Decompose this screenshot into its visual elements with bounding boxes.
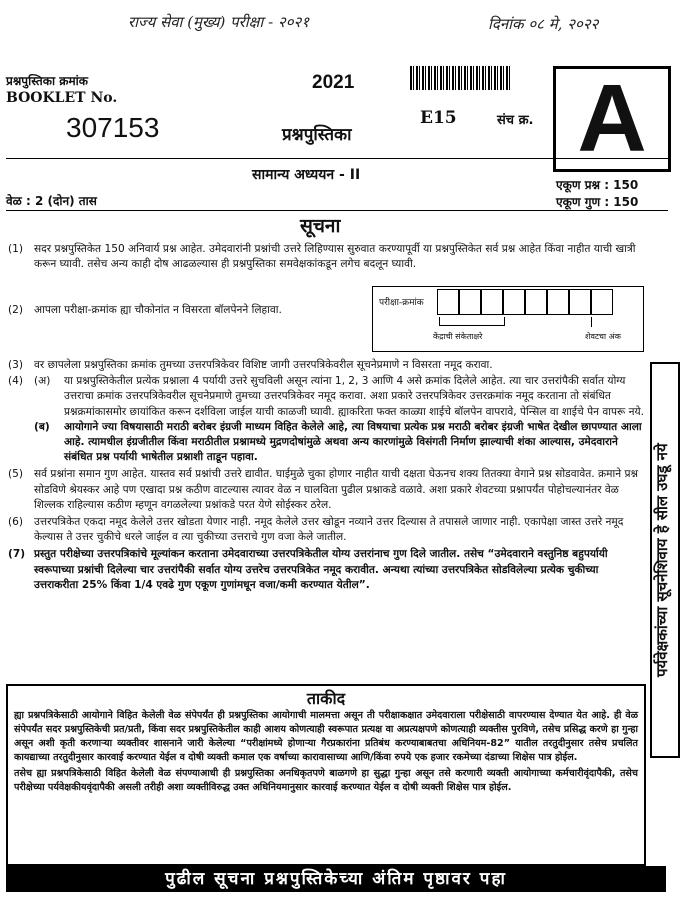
roll-number-label: परीक्षा-क्रमांक [379, 298, 424, 308]
booklet-number: 307153 [66, 112, 160, 143]
instruction-1: (1) सदर प्रश्नपुस्तिकेत 150 अनिवार्य प्रश्न आहेत. उमेदवारांनी प्रश्नांची उत्तरे लिहिण्यास सुरुवात करण्यापूर्वी या प्रश्नपुस्तिकेत सर्व प्रश्न आहेत किंवा नाहीत याची खात्री करून घ्यावी. तसेच अन्य काही दोष आढळल्यास ही प्रश्नपुस्तिका समवेक्षकांकडून लगेच बदलून घ्यावी. [8, 243, 636, 271]
instructions-title: सूचना [300, 215, 341, 237]
instruction-3: (3) वर छापलेला प्रश्नपुस्तिका क्रमांक तुमच्या उत्तरपत्रिकेवर विशिष्ट जागी उत्तरपत्रिकेवरील सूचनेप्रमाणे न विसरता नमूद करावा. [8, 359, 493, 371]
roll-cell[interactable] [459, 289, 481, 315]
instruction-5: (5) सर्व प्रश्नांना समान गुण आहेत. यास्तव सर्व प्रश्नांची उत्तरे द्यावीत. घाईमुळे चुका होणार नाहीत याची दक्षता घेऊनच शक्य तितक्या वेगाने प्रश्न सोडवावेत. क्रमाने प्रश्न सोडविणे श्रेयस्कर आहे पण एखादा प्रश्न कठीण वाटल्यास त्यावर वेळ न घालविता पुढील प्रश्नाकडे वळावे. अशा प्रकारे शेवटच्या प्रश्नापर्यंत पोहोचल्यानंतर वेळ शिल्लक राहिल्यास कठीण म्हणून वगळलेल्या प्रश्नांकडे परत येणे सोईस्कर ठरेल. [8, 468, 639, 511]
warning-title: ताकीद [306, 689, 346, 708]
total-questions: एकूण प्रश्न : 150 [556, 178, 639, 192]
warning-para-1: ह्या प्रश्नपत्रिकेसाठी आयोगाने विहित केलेली वेळ संपेपर्यंत ही प्रश्नपुस्तिका आयोगाची मालमत्ता असून ती परीक्षाकक्षात उमेदवाराला परीक्षेसाठी वापरण्यास देण्यात येत आहे. ही वेळ संपेपर्यंत सदर प्रश्नपुस्तिकेची प्रत/प्रती, किंवा सदर प्रश्नपुस्तिकेतील काही आशय कोणत्याही स्वरूपात प्रत्यक्ष वा अप्रत्यक्षपणे कोणत्याही व्यक्तीस पुरविणे, तसेच प्रसिद्ध करणे हा गुन्हा असून अशी कृती करणाऱ्या व्यक्तीवर शासनाने जारी केलेल्या “परीक्षांमध्ये होणाऱ्या गैरप्रकारांना प्रतिबंध करण्याबाबतचा अधिनियम-82” यातील तरतुदीनुसार तसेच प्रचलित कायद्याच्या तरतुदीनुसार कारवाई करण्यात येईल व दोषी व्यक्ती कमाल एक वर्षाच्या कारावासाच्या आणि/किंवा रुपये एक हजार रकमेच्या दंडाच्या शिक्षेस पात्र होईल. [14, 710, 638, 763]
instructions-list-2 [8, 358, 644, 593]
instructions-list [8, 242, 644, 272]
roll-number-box [372, 286, 644, 352]
barcode [410, 66, 510, 90]
header-divider-top [6, 158, 668, 159]
instruction-4b: (ब) आयोगाने ज्या विषयासाठी मराठी बरोबर इंग्रजी माध्यम विहित केलेले आहे, त्या विषयाचा प्रत्येक प्रश्न मराठी बरोबर इंग्रजी भाषेत देखील छापण्यात आला आहे. त्यामधील इंग्रजीतील किंवा मराठीतील प्रश्नामध्ये मुद्रणदोषांमुळे अथवा अन्य कारणांमुळे विसंगती निर्माण झाल्याची शंका आल्यास, उमेदवाराने संबंधित प्रश्न पर्यायी भाषेतील प्रश्नाशी ताडून पहावा. [34, 420, 642, 464]
set-letter-box: A [553, 66, 671, 172]
booklet-title: प्रश्नपुस्तिका [282, 125, 352, 145]
roll-cell[interactable] [569, 289, 591, 315]
handwritten-date: दिनांक ०८ मे, २०२२ [488, 15, 599, 33]
roll-cell[interactable] [591, 289, 613, 315]
year: 2021 [312, 72, 355, 93]
roll-cell[interactable] [547, 289, 569, 315]
seal-side-note: पर्यवेक्षकांच्या सूचनेशिवाय हे सील उघडू नये [650, 362, 680, 758]
roll-number-cells[interactable] [437, 289, 613, 315]
center-code-bracket [439, 317, 505, 326]
center-code-label: केंद्राची संकेताक्षरे [433, 332, 483, 341]
paper-code: E15 [420, 108, 457, 128]
instruction-4a: (4) (अ) या प्रश्नपुस्तिकेतील प्रत्येक प्रश्नाला 4 पर्यायी उत्तरे सुचविली असून त्यांना 1, 2, 3 आणि 4 असे क्रमांक दिलेले आहेत. त्या चार उत्तरांपैकी सर्वात योग्य उत्तराचा क्रमांक उत्तरपत्रिकेवरील सूचनेप्रमाणे तुमच्या उत्तरपत्रिकेवर नमूद करावा. अशा प्रकारे उत्तरपत्रिकेवर उत्तरक्रमांक नमूद करताना तो संबंधित प्रश्नक्रमांकासमोर छायांकित करून दर्शविला जाईल याची काळजी घ्यावी. ह्याकरिता फक्त काळ्या शाईचे बॉलपेन वापरावे, पेन्सिल वा शाईचे पेन वापरू नये. [8, 375, 644, 418]
roll-cell[interactable] [525, 289, 547, 315]
instruction-6: (6) उत्तरपत्रिकेत एकदा नमूद केलेले उत्तर खोडता येणार नाही. नमूद केलेले उत्तर खोडून नव्याने उत्तर दिल्यास ते तपासले जाणार नाही. एकापेक्षा जास्त उत्तरे नमूद केल्यास ते उत्तर चुकीचे धरले जाईल व त्या चुकीच्या उत्तराचे गुण वजा केले जातील. [8, 516, 624, 544]
handwritten-exam-title: राज्य सेवा (मुख्य) परीक्षा - २०२१ [128, 13, 310, 31]
time-allowed: वेळ : 2 (दोन) तास [6, 194, 97, 208]
booklet-no-label-en: BOOKLET No. [6, 90, 118, 106]
booklet-no-label-mr: प्रश्नपुस्तिका क्रमांक [6, 74, 88, 88]
roll-cell[interactable] [437, 289, 459, 315]
last-digit-pointer [591, 317, 592, 327]
footer-note: पुढील सूचना प्रश्नपुस्तिकेच्या अंतिम पृष्ठावर पहा [6, 866, 666, 892]
header-divider-bottom [6, 210, 668, 211]
instruction-2: (2) आपला परीक्षा-क्रमांक ह्या चौकोनांत न विसरता बॉलपेनने लिहावा. [8, 304, 282, 316]
paper-title: सामान्य अध्ययन - II [252, 167, 361, 183]
warning-para-2: तसेच ह्या प्रश्नपत्रिकेसाठी विहित केलेली वेळ संपण्याआधी ही प्रश्नपुस्तिका अनधिकृतपणे बाळगणे हा सुद्धा गुन्हा असून तसे करणारी व्यक्ती आयोगाच्या कर्मचारीवृंदापैकी, तसेच परीक्षेच्या पर्यवेक्षकीयवृंदापैकी असली तरीही अशा व्यक्तीविरुद्ध उक्त अधिनियमानुसार कारवाई करण्यात येईल व दोषी व्यक्ती शिक्षेस पात्र होईल. [14, 768, 638, 793]
set-label: संच क्र. [497, 113, 534, 128]
total-marks: एकूण गुण : 150 [556, 195, 639, 209]
warning-box [6, 684, 646, 866]
roll-cell[interactable] [503, 289, 525, 315]
instruction-7: (7) प्रस्तुत परीक्षेच्या उत्तरपत्रिकांचे मूल्यांकन करताना उमेदवाराच्या उत्तरपत्रिकेतील योग्य उत्तरांनाच गुण दिले जातील. तसेच “उमेदवाराने वस्तुनिष्ठ बहुपर्यायी स्वरूपाच्या प्रश्नांची दिलेल्या चार उत्तरांपैकी सर्वात योग्य उत्तरेच उत्तरपत्रिकेत नमूद करावीत. अन्यथा त्यांच्या उत्तरपत्रिकेत सोडविलेल्या प्रत्येक चुकीच्या उत्तराकरीता 25% किंवा 1/4 एवढे गुण एकूण गुणांमधून वजा/कमी करण्यात येतील”. [8, 548, 608, 591]
last-digit-label: शेवटचा अंक [585, 332, 621, 341]
roll-cell[interactable] [481, 289, 503, 315]
